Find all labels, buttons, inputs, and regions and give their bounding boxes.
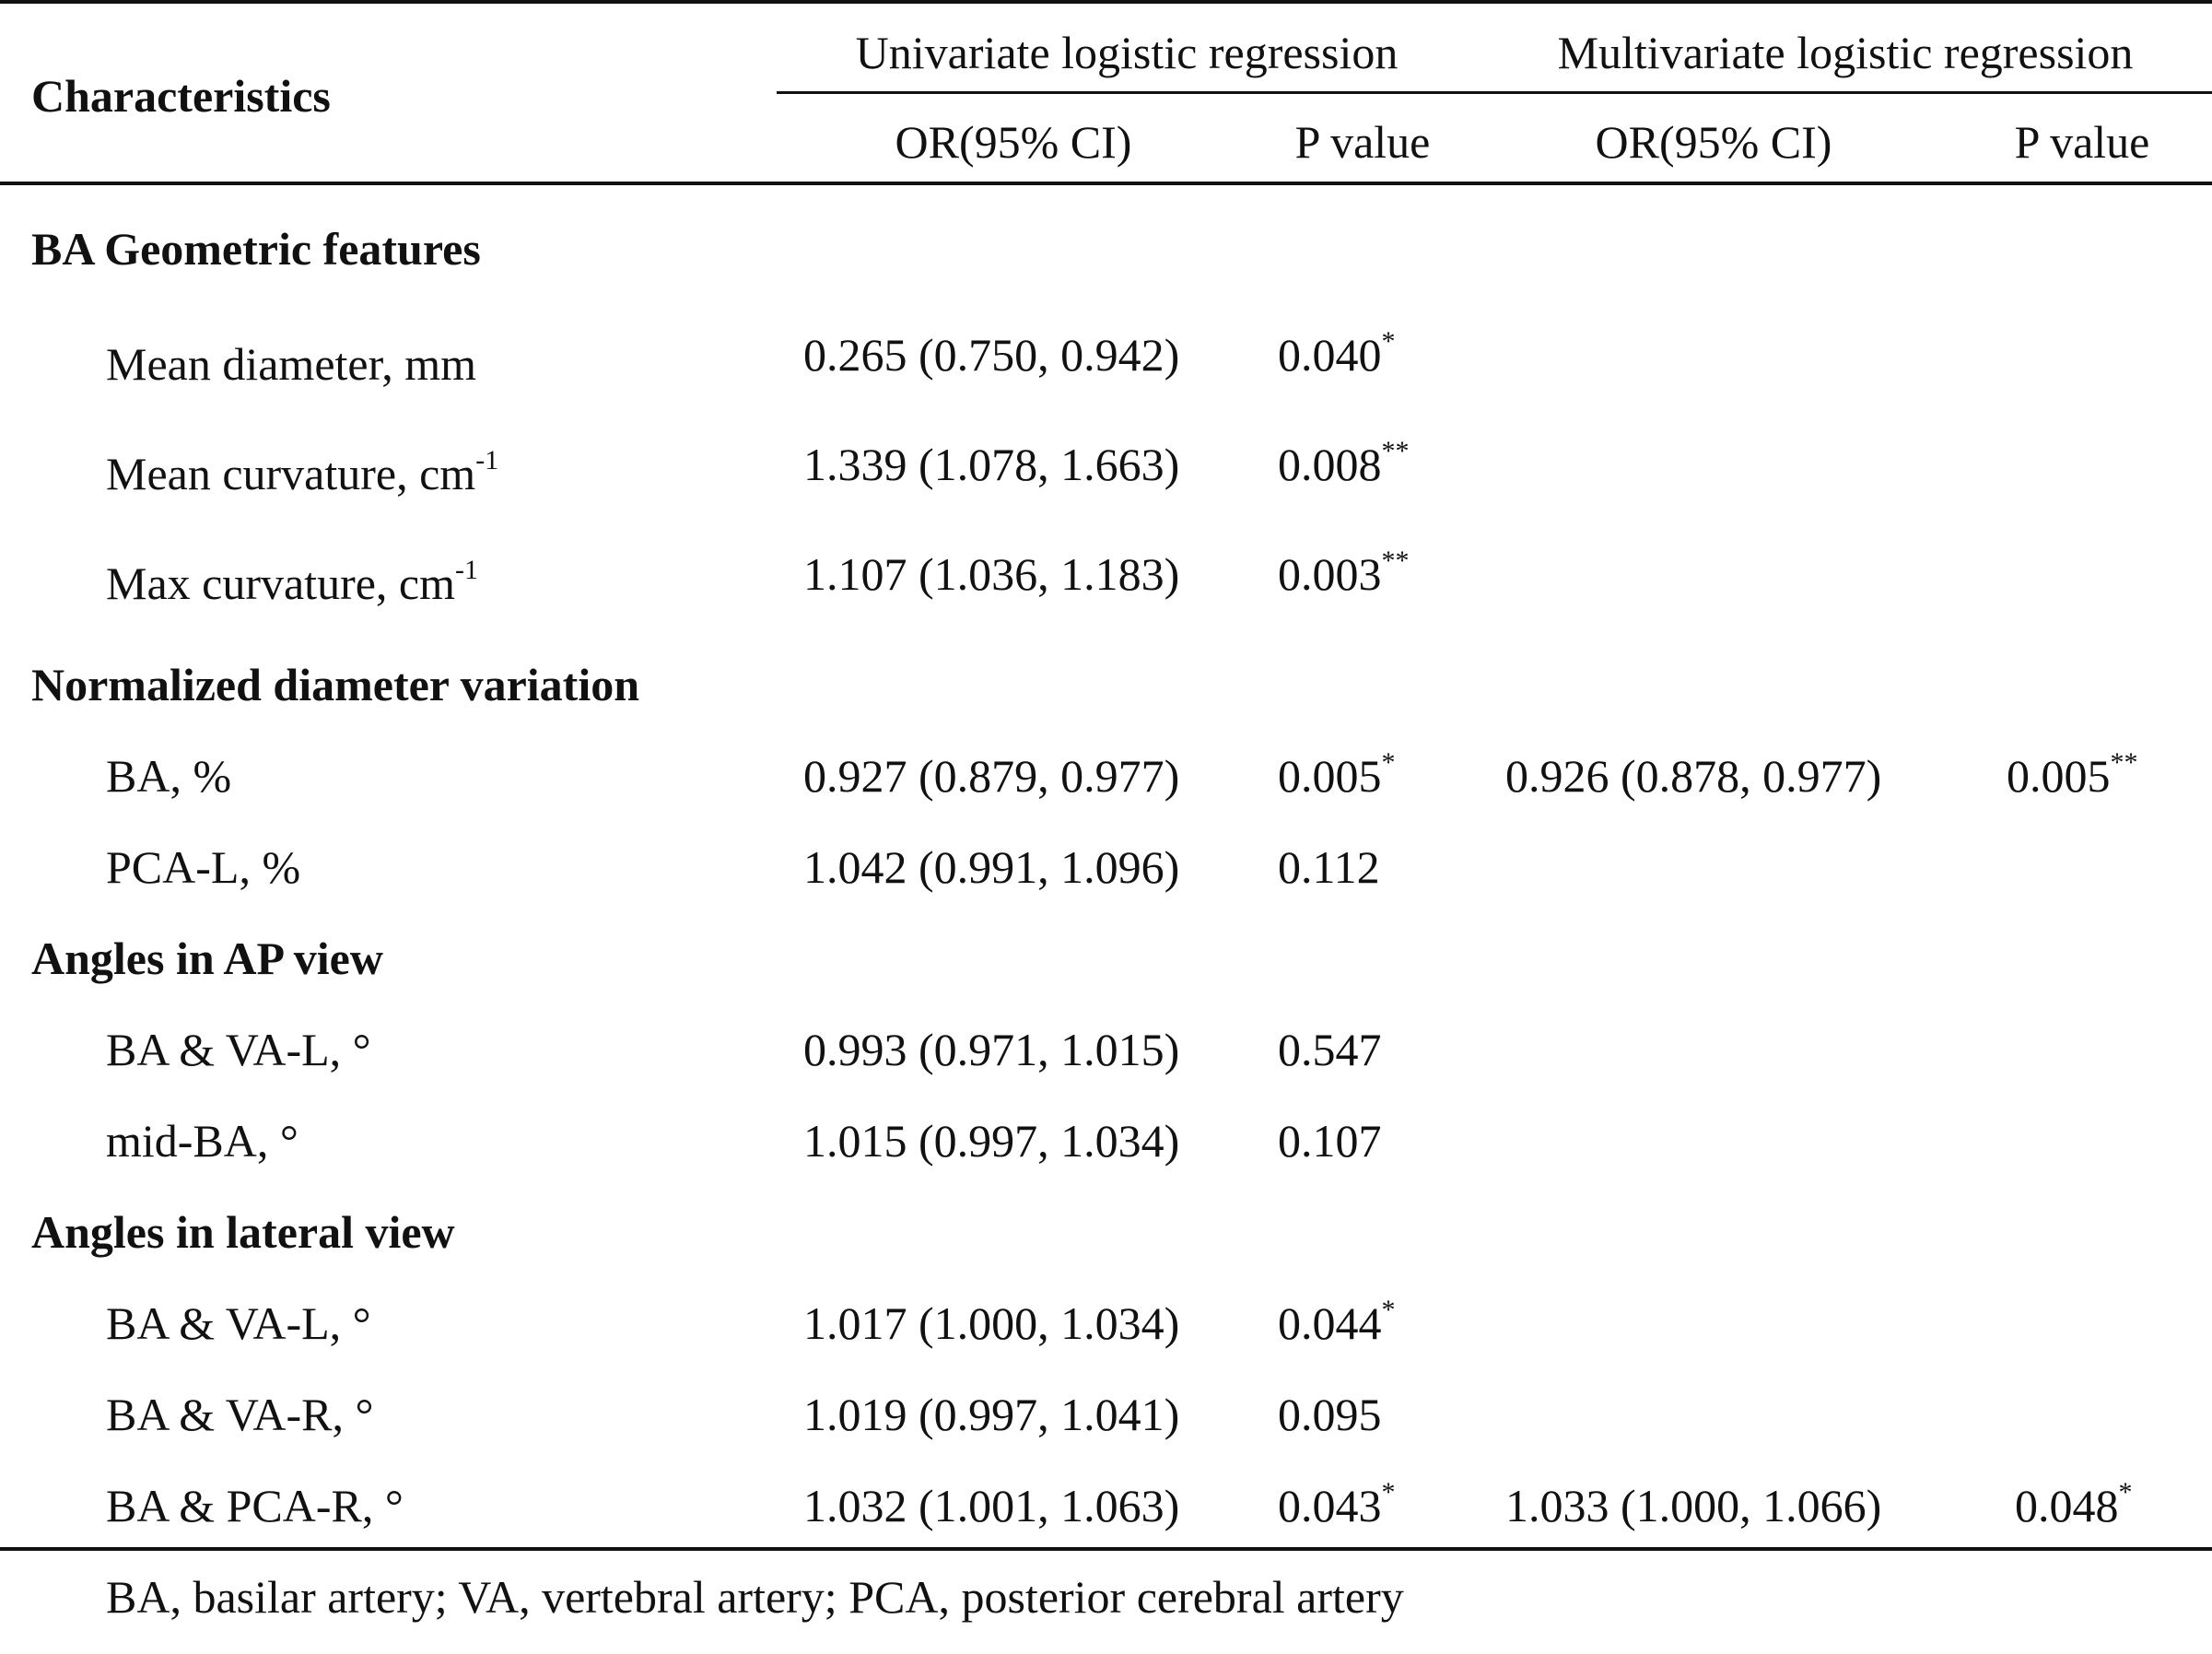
row-label: Mean curvature, $cm^{-1}$ (106, 445, 499, 499)
uni-or-value: 0.927 (0.879, 0.977) (803, 750, 1180, 802)
uni-p-value: 0.003** (1278, 545, 1410, 600)
header-multi-or: OR(95% CI) (1595, 116, 1832, 168)
row-label: BA & VA-R, ° (106, 1389, 374, 1440)
header-univariate: Univariate logistic regression (855, 27, 1399, 78)
uni-p-value: 0.112 (1278, 841, 1380, 893)
uni-or-value: 1.042 (0.991, 1.096) (803, 841, 1180, 893)
row-label: mid-BA, ° (106, 1115, 298, 1167)
uni-or-value: 1.015 (0.997, 1.034) (803, 1115, 1180, 1167)
header-uni-p: P value (1294, 116, 1431, 168)
uni-p-value: 0.005* (1278, 747, 1396, 802)
uni-or-value: 1.017 (1.000, 1.034) (803, 1297, 1180, 1349)
table-bottom-rule (0, 1547, 2212, 1551)
uni-p-value: 0.044* (1278, 1295, 1396, 1349)
section-title: BA Geometric features (31, 223, 481, 275)
header-uni-or: OR(95% CI) (895, 116, 1132, 168)
row-label: Max curvature, $cm^{-1}$ (106, 555, 479, 609)
uni-or-value: 0.993 (0.971, 1.015) (803, 1024, 1180, 1075)
uni-p-value: 0.547 (1278, 1024, 1382, 1075)
multi-or-value: 0.926 (0.878, 0.977) (1505, 750, 1882, 802)
uni-p-value: 0.043* (1278, 1477, 1396, 1531)
uni-p-value: 0.095 (1278, 1389, 1382, 1440)
row-label: BA, % (106, 750, 232, 802)
row-label: BA & VA-L, ° (106, 1024, 371, 1075)
section-title: Angles in lateral view (31, 1206, 455, 1258)
uni-or-value: 1.019 (0.997, 1.041) (803, 1389, 1180, 1440)
uni-or-value: 1.339 (1.078, 1.663) (803, 439, 1180, 490)
section-title: Normalized diameter variation (31, 659, 640, 710)
header-bottom-rule (0, 182, 2212, 185)
multi-p-value: 0.048* (2015, 1477, 2133, 1531)
header-characteristics: Characteristics (31, 70, 331, 122)
row-label: PCA-L, % (106, 841, 301, 893)
row-label: BA & PCA-R, ° (106, 1480, 404, 1531)
row-label: BA & VA-L, ° (106, 1297, 371, 1349)
uni-or-value: 1.032 (1.001, 1.063) (803, 1480, 1180, 1531)
uni-p-value: 0.040* (1278, 326, 1396, 381)
uni-or-value: 0.265 (0.750, 0.942) (803, 329, 1180, 381)
section-title: Angles in AP view (31, 933, 383, 984)
multi-or-value: 1.033 (1.000, 1.066) (1505, 1480, 1882, 1531)
uni-p-value: 0.008** (1278, 436, 1410, 490)
table-footnote: BA, basilar artery; VA, vertebral artery; PCA, posterior cerebral artery (106, 1571, 1404, 1623)
header-multivariate: Multivariate logistic regression (1557, 27, 2134, 78)
row-label: Mean diameter, mm (106, 338, 477, 390)
top-rule (0, 0, 2212, 4)
header-multi-p: P value (2014, 116, 2150, 168)
uni-p-value: 0.107 (1278, 1115, 1382, 1167)
header-span-rule (777, 91, 2212, 94)
uni-or-value: 1.107 (1.036, 1.183) (803, 548, 1180, 600)
multi-p-value: 0.005** (2007, 747, 2138, 802)
